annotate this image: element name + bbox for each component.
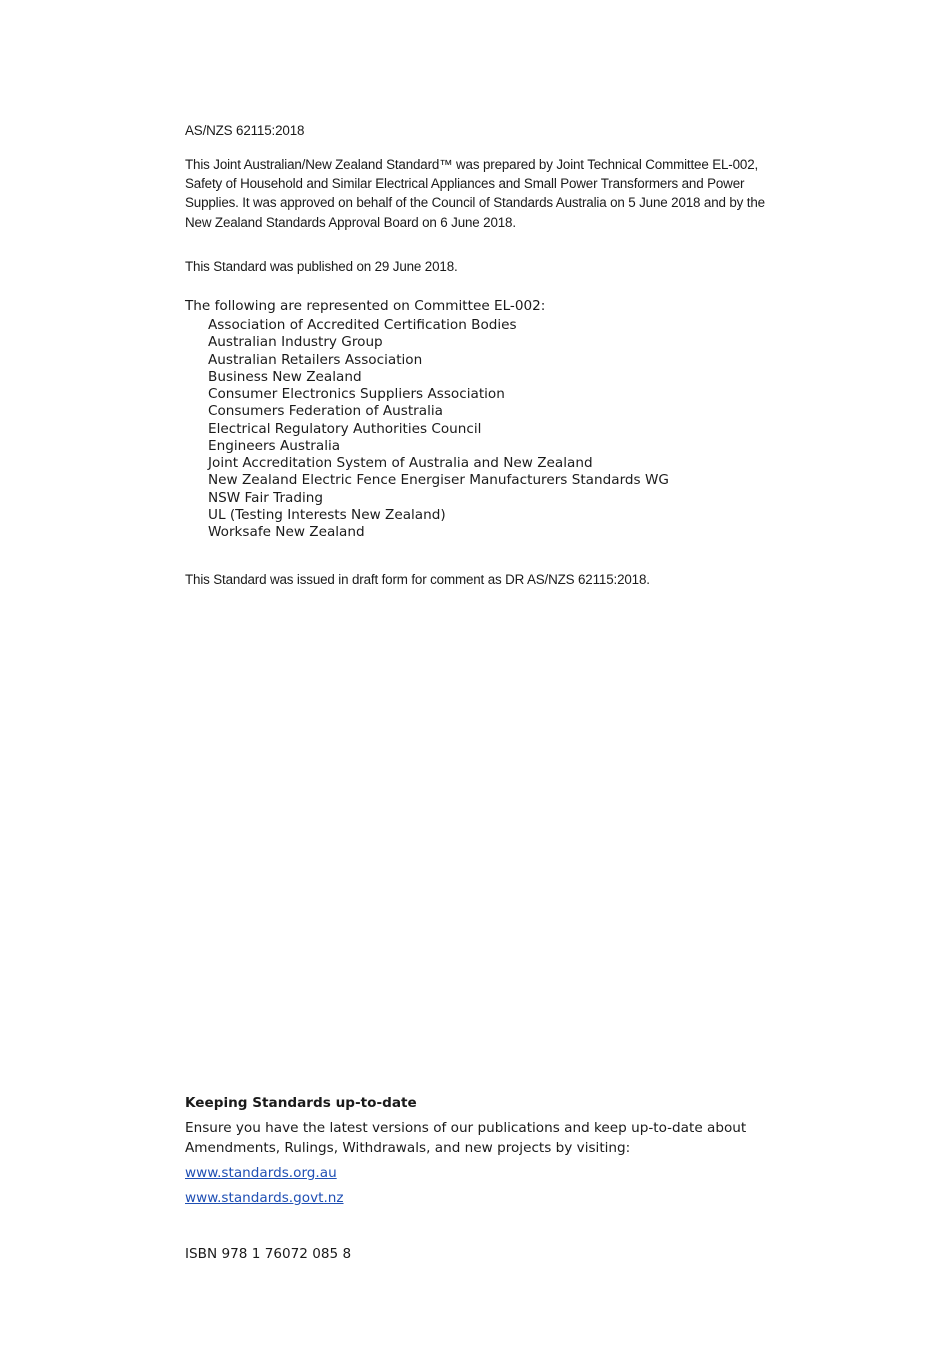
committee-member: Consumer Electronics Suppliers Association: [208, 386, 505, 402]
publication-date-note: This Standard was published on 29 June 2018.: [185, 259, 458, 274]
standards-australia-link[interactable]: www.standards.org.au: [185, 1165, 337, 1181]
committee-member: Association of Accredited Certification Bodies: [208, 317, 517, 333]
committee-member: NSW Fair Trading: [208, 489, 324, 506]
committee-member: UL (Testing Interests New Zealand): [208, 506, 446, 523]
standards-new-zealand-link[interactable]: www.standards.govt.nz: [185, 1190, 344, 1206]
preparation-paragraph: This Joint Australian/New Zealand Standard™ was prepared by Joint Technical Committee EL-002, Safety of Household and Similar Electrical Appliances and Small Power Transformers and Power Supplies. It was approved on behalf of the Council of Standards Australia on 5 June 2018 and by the New Zealand Standards Approval Board on 6 June 2018.: [185, 157, 765, 230]
committee-member: Electrical Regulatory Authorities Council: [208, 420, 482, 437]
keeping-standards-heading: Keeping Standards up-to-date: [185, 1095, 417, 1111]
keeping-standards-paragraph: Ensure you have the latest versions of our publications and keep up-to-date about Amendments, Rulings, Withdrawals, and new projects by visiting:: [185, 1120, 747, 1156]
committee-member: Joint Accreditation System of Australia and New Zealand: [208, 455, 593, 471]
committee-member: Worksafe New Zealand: [208, 524, 365, 540]
committee-members-list: [185, 317, 669, 541]
committee-member: Australian Retailers Association: [208, 351, 423, 368]
committee-member: Australian Industry Group: [208, 334, 383, 351]
committee-member: Business New Zealand: [208, 368, 362, 385]
committee-member: Consumers Federation of Australia: [208, 403, 443, 420]
draft-note: This Standard was issued in draft form for comment as DR AS/NZS 62115:2018.: [185, 572, 650, 587]
isbn: ISBN 978 1 76072 085 8: [185, 1246, 352, 1262]
document-id: AS/NZS 62115:2018: [185, 123, 305, 138]
committee-heading: The following are represented on Committee EL-002:: [185, 298, 546, 314]
committee-member: Engineers Australia: [208, 437, 341, 454]
committee-member: New Zealand Electric Fence Energiser Manufacturers Standards WG: [208, 472, 669, 489]
